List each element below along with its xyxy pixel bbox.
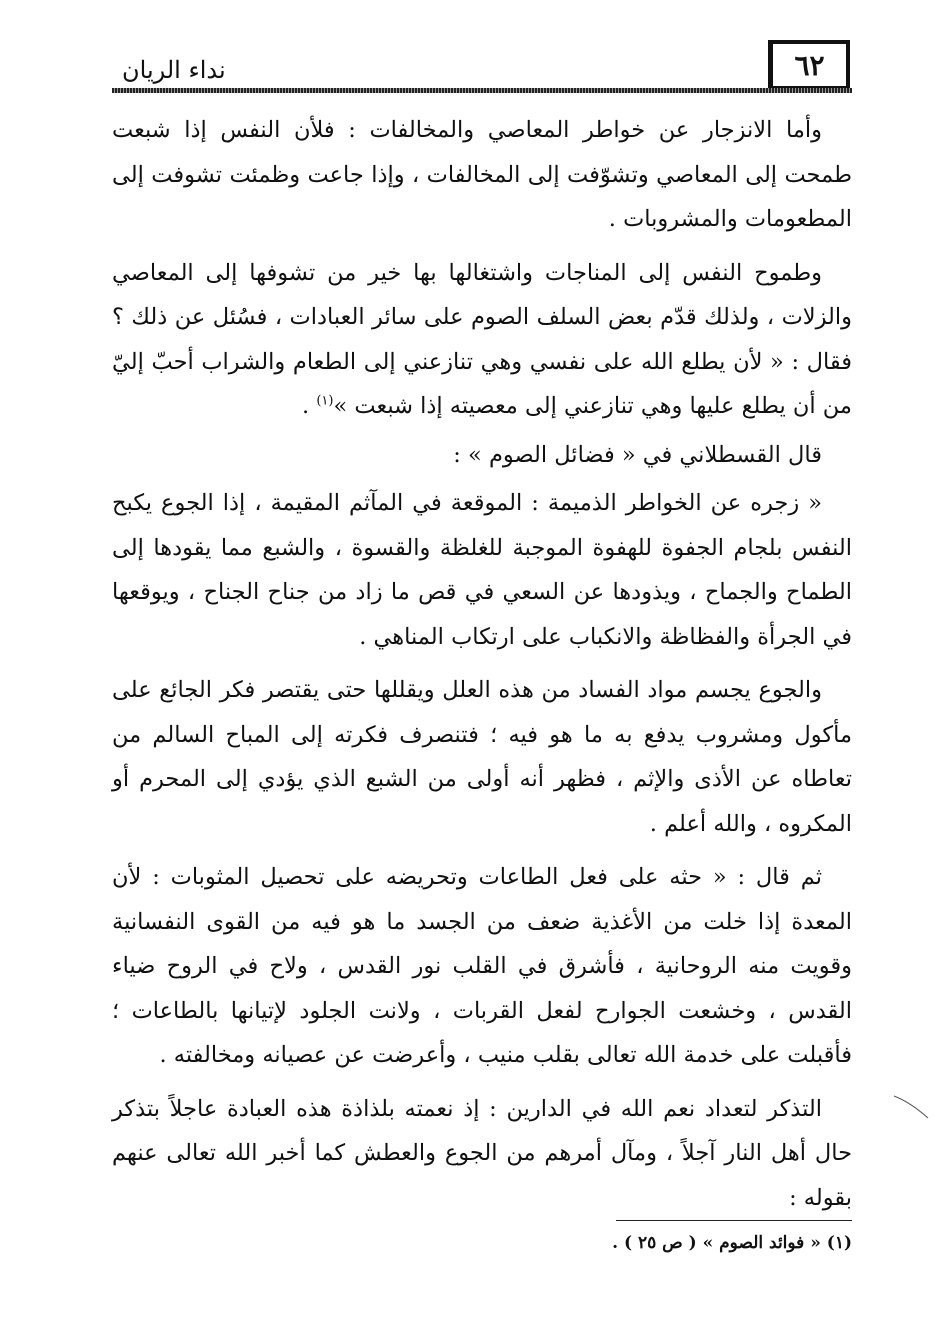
paragraph: التذكر لتعداد نعم الله في الدارين : إذ نعمته بلذاذة هذه العبادة عاجلاً بتذكر حال أهل النار آجلاً ، ومآل أمرهم من الجوع والعطش كما أخبر الله تعالى عنهم بقوله :	[112, 1095, 852, 1211]
paragraph	[112, 251, 852, 429]
header-rule	[112, 88, 852, 93]
paragraph: والجوع يجسم مواد الفساد من هذه العلل ويقللها حتى يقتصر فكر الجائع على مأكول ومشروب يدفع به ما هو فيه ؛ فتنصرف فكرته إلى المباح السالم من تعاطاه عن الأذى والإثم ، فظهر أنه أولى من الشبع الذي يؤدي إلى المحرم أو المكروه ، والله أعلم .	[112, 677, 852, 837]
paragraph: وأما الانزجار عن خواطر المعاصي والمخالفات : فلأن النفس إذا شبعت طمحت إلى المعاصي وتشوّفت إلى المخالفات ، وإذا جاعت وظمئت تشوفت إلى المطعومات والمشروبات .	[112, 117, 852, 232]
footnote: (١) « فوائد الصوم » ( ص ٢٥ ) .	[612, 1233, 852, 1253]
body-text	[112, 108, 852, 1229]
page-header	[112, 40, 850, 94]
paragraph: « زجره عن الخواطر الذميمة : الموقعة في المآثم المقيمة ، إذا الجوع يكبح النفس بلجام الجفوة للهفوة الموجبة للغلظة والقسوة ، والشبع مما يقودها إلى الطماح والجماح ، ويذودها عن السعي في قص ما زاد من جناح الجناح ، ويوقعها في الجرأة والفظاظة والانكباب على ارتكاب المناهي .	[112, 490, 852, 650]
footnote-separator	[616, 1220, 852, 1221]
paragraph-text: وطموح النفس إلى المناجات واشتغالها بها خير من تشوفها إلى المعاصي والزلات ، ولذلك قدّم بعض السلف الصوم على سائر العبادات ، فسُئل عن ذلك ؟ فقال : « لأن يطلع الله على نفسي وهي تنازعني إلى الطعام والشراب أحبّ إليّ من أن يطلع عليها وهي تنازعني إلى معصيته إذا شبعت »	[112, 259, 852, 419]
running-title: نداء الريان	[122, 56, 226, 84]
footnote-reference: (١)	[316, 393, 334, 409]
paragraph: قال القسطلاني في « فضائل الصوم » :	[453, 441, 822, 468]
page-number: ٦٢	[768, 40, 850, 90]
paragraph: ثم قال : « حثه على فعل الطاعات وتحريضه على تحصيل المثوبات : لأن المعدة إذا خلت من الأغذية ضعف من الجسد ما هو فيه من القوى النفسانية وقويت منه الروحانية ، فأشرق في القلب نور القدس ، ولاح في الروح ضياء القدس ، وخشعت الجوارح لفعل القربات ، ولانت الجلود لإتيانها بالطاعات ؛ فأقبلت على خدمة الله تعالى بقلب منيب ، وأعرضت عن عصيانه ومخالفته .	[112, 864, 852, 1068]
paragraph-end: .	[302, 393, 317, 419]
pen-stroke-mark	[892, 1092, 932, 1122]
